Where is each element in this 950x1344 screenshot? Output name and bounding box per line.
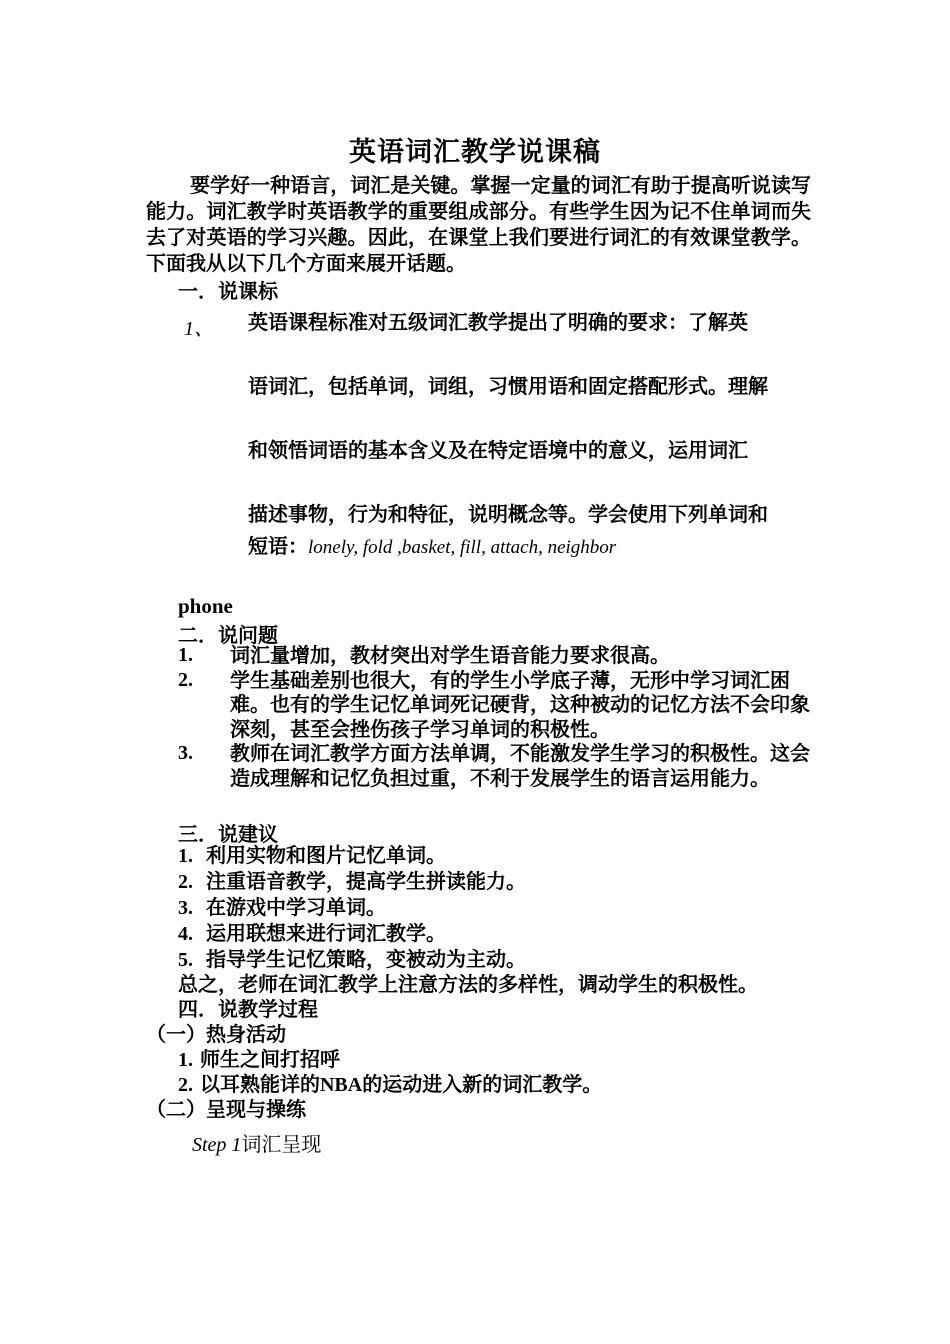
paragraph-line: 和领悟词语的基本含义及在特定语境中的意义，运用词汇 [248, 438, 748, 462]
section-heading-process: 四．说教学过程 [178, 997, 318, 1021]
vocabulary-line [248, 530, 616, 559]
list-item [178, 643, 815, 668]
list-number: 1. [178, 845, 193, 867]
list-text: 注重语音教学，提高学生拼读能力。 [206, 869, 526, 893]
page-title: 英语词汇教学说课稿 [349, 137, 601, 168]
list-item [178, 668, 815, 742]
list-item [178, 895, 526, 921]
list-text-pre: 以耳熟能详的 [199, 1072, 320, 1096]
list-text-en: NBA [319, 1074, 363, 1096]
list-number: 1. [178, 644, 193, 666]
list-number: 4. [178, 923, 193, 945]
vocabulary-list: lonely, fold ,basket, fill, attach, neighbor [308, 537, 617, 558]
list-number: 2. [178, 1074, 193, 1096]
suggestions-list [178, 843, 526, 973]
vocabulary-prefix: 短语： [248, 534, 308, 558]
list-item [178, 921, 526, 947]
section-heading-suggestions: 三．说建议 [178, 822, 278, 846]
summary-line: 总之，老师在词汇教学上注意方法的多样性，调动学生的积极性。 [178, 972, 758, 996]
list-text: 指导学生记忆策略，变被动为主动。 [206, 947, 526, 971]
list-number: 3. [178, 742, 193, 764]
list-text: 利用实物和图片记忆单词。 [206, 843, 446, 867]
vocabulary-tail: phone [178, 594, 233, 618]
step-text: 词汇呈现 [241, 1132, 322, 1156]
list-item [178, 741, 815, 790]
paragraph-line: 英语课程标准对五级词汇教学提出了明确的要求：了解英 [248, 310, 748, 334]
list-item [178, 843, 526, 869]
list-text: 学生基础差别也很大，有的学生小学底子薄，无形中学习词汇困难。也有的学生记忆单词死记硬背，这种被动的记忆方法不会印象深刻，甚至会挫伤孩子学习单词的积极性。 [230, 667, 810, 741]
list-text: 运用联想来进行词汇教学。 [206, 921, 446, 945]
subsection-heading-presentation: （二）呈现与操练 [146, 1097, 306, 1121]
list-item [178, 869, 526, 895]
list-text: 师生之间打招呼 [199, 1047, 340, 1071]
list-text: 词汇量增加，教材突出对学生语音能力要求很高。 [230, 643, 670, 667]
problems-list [178, 643, 815, 790]
list-number: 1. [178, 1049, 193, 1071]
paragraph-line: 语词汇，包括单词，词组，习惯用语和固定搭配形式。理解 [248, 374, 768, 398]
list-text: 在游戏中学习单词。 [206, 895, 386, 919]
subsection-heading-warmup: （一）热身活动 [146, 1022, 286, 1046]
list-text-post: 的运动进入新的词汇教学。 [362, 1072, 603, 1096]
list-number: 2. [178, 668, 193, 691]
step-label: Step 1 [192, 1134, 242, 1156]
step-line [192, 1128, 321, 1157]
paragraph-line: 描述事物，行为和特征，说明概念等。学会使用下列单词和 [248, 502, 768, 526]
standards-paragraph [248, 305, 813, 561]
intro-paragraph: 要学好一种语言，词汇是关键。掌握一定量的词汇有助于提高听说读写能力。词汇教学时英语教学的重要组成部分。有些学生因为记不住单词而失去了对英语的学习兴趣。因此，在课堂上我们要进行词汇的有效课堂教学。下面我从以下几个方面来展开话题。 [146, 173, 811, 275]
list-number: 2. [178, 871, 193, 893]
list-number: 5. [178, 949, 193, 971]
list-number: 1、 [184, 318, 214, 340]
section-heading-problems: 二．说问题 [178, 623, 278, 647]
section-heading-standards: 一．说课标 [178, 279, 278, 303]
list-number: 3. [178, 897, 193, 919]
list-text: 教师在词汇教学方面方法单调，不能激发学生学习的积极性。这会造成理解和记忆负担过重，不利于发展学生的语言运用能力。 [230, 741, 810, 790]
